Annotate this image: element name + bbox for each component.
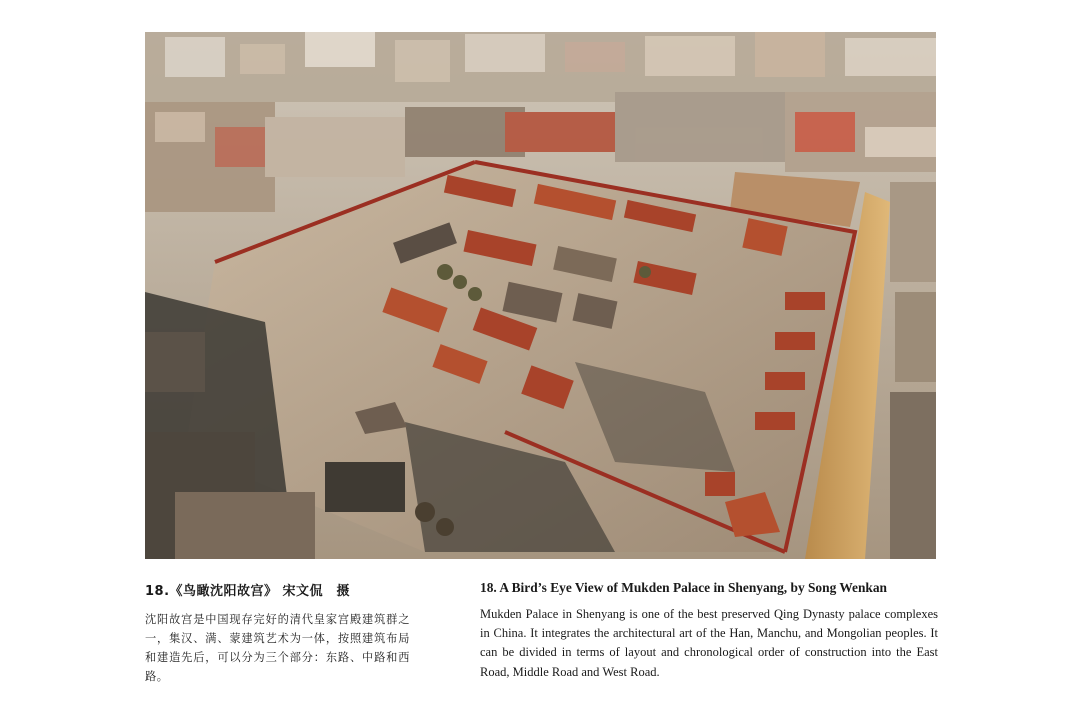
- caption-english-title: 18. A Bird’s Eye View of Mukden Palace in Shenyang, by Song Wenkan: [480, 580, 888, 595]
- caption-chinese-title: 18.《鸟瞰沈阳故宫》 宋文侃 摄: [145, 584, 351, 599]
- caption-english-body: Mukden Palace in Shenyang is one of the best preserved Qing Dynasty palace complexes in China. It integrates the architectural art of the Han, Manchu, and Mongolian peoples. It can be divided in terms of layout and chronological order of construction into the East Road, Middle Road and West Road.: [480, 607, 938, 679]
- east-houses: [890, 182, 936, 559]
- palace-aerial-photo: [145, 32, 936, 559]
- caption-english: [480, 580, 938, 682]
- caption-chinese: [145, 580, 410, 686]
- caption-chinese-body: 沈阳故宫是中国现存完好的清代皇家宫殿建筑群之一，集汉、满、蒙建筑艺术为一体，按照建筑布局和建造先后，可以分为三个部分：东路、中路和西路。: [145, 613, 410, 683]
- palace-aerial-illustration: [145, 32, 936, 559]
